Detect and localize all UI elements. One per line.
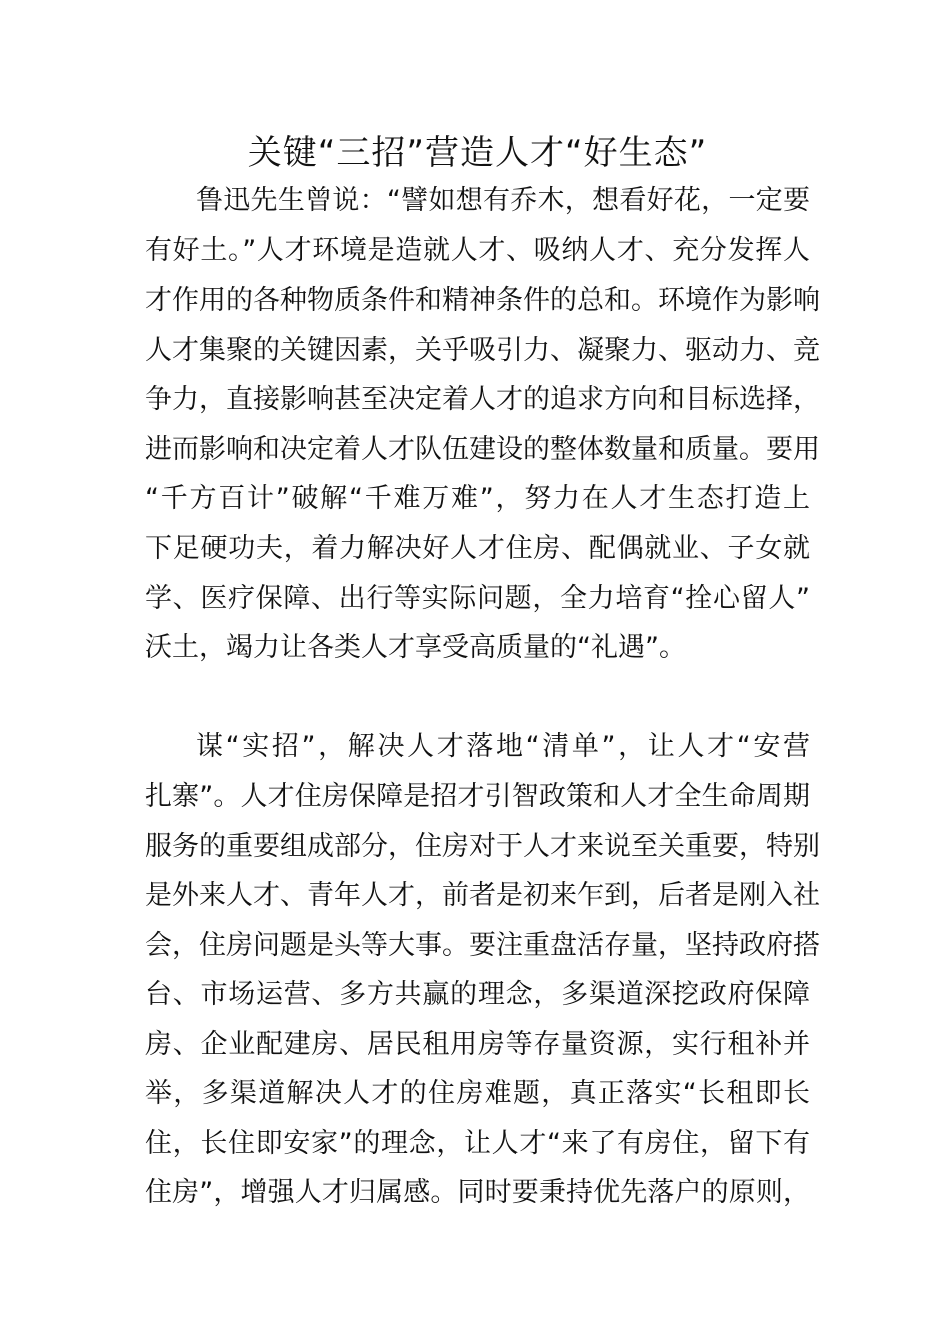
paragraph-1-line-3: 才作用的各种物质条件和精神条件的总和。环境作为影响	[145, 285, 820, 316]
paragraph-2-line-10: 住房”，增强人才归属感。同时要秉持优先落户的原则，	[145, 1177, 810, 1208]
paragraph-1-line-9: 学、医疗保障、出行等实际问题，全力培育“拴心留人”	[145, 583, 810, 614]
paragraph-1-line-8: 下足硬功夫，着力解决好人才住房、配偶就业、子女就	[145, 533, 810, 564]
document-title: 关键“三招”营造人才“好生态”	[247, 133, 708, 173]
paragraph-1-line-7: “千方百计”破解“千难万难”，努力在人才生态打造上	[145, 483, 810, 514]
paragraph-2-line-6: 台、市场运营、多方共赢的理念，多渠道深挖政府保障	[145, 979, 810, 1010]
paragraph-2-line-4: 是外来人才、青年人才，前者是初来乍到，后者是刚入社	[145, 880, 820, 911]
paragraph-1-line-4: 人才集聚的关键因素，关乎吸引力、凝聚力、驱动力、竞	[145, 335, 820, 366]
paragraph-1-line-10: 沃土，竭力让各类人才享受高质量的“礼遇”。	[145, 632, 686, 663]
paragraph-2-line-5: 会，住房问题是头等大事。要注重盘活存量，坚持政府搭	[145, 930, 820, 961]
paragraph-1-line-1: 鲁迅先生曾说：“譬如想有乔木，想看好花，一定要	[196, 185, 810, 216]
paragraph-2-line-7: 房、企业配建房、居民租用房等存量资源，实行租补并	[145, 1029, 810, 1060]
paragraph-2-line-9: 住，长住即安家”的理念，让人才“来了有房住，留下有	[145, 1128, 810, 1159]
paragraph-2-line-2: 扎寨”。人才住房保障是招才引智政策和人才全生命周期	[145, 781, 810, 812]
paragraph-2-line-3: 服务的重要组成部分，住房对于人才来说至关重要，特别	[145, 831, 820, 862]
paragraph-2-line-1: 谋“实招”，解决人才落地“清单”，让人才“安营	[196, 731, 810, 762]
paragraph-2-line-8: 举，多渠道解决人才的住房难题，真正落实“长租即长	[145, 1078, 810, 1109]
paragraph-1-line-6: 进而影响和决定着人才队伍建设的整体数量和质量。要用	[145, 434, 820, 465]
paragraph-1-line-2: 有好土。”人才环境是造就人才、吸纳人才、充分发挥人	[145, 235, 810, 266]
paragraph-1-line-5: 争力，直接影响甚至决定着人才的追求方向和目标选择，	[145, 384, 820, 415]
